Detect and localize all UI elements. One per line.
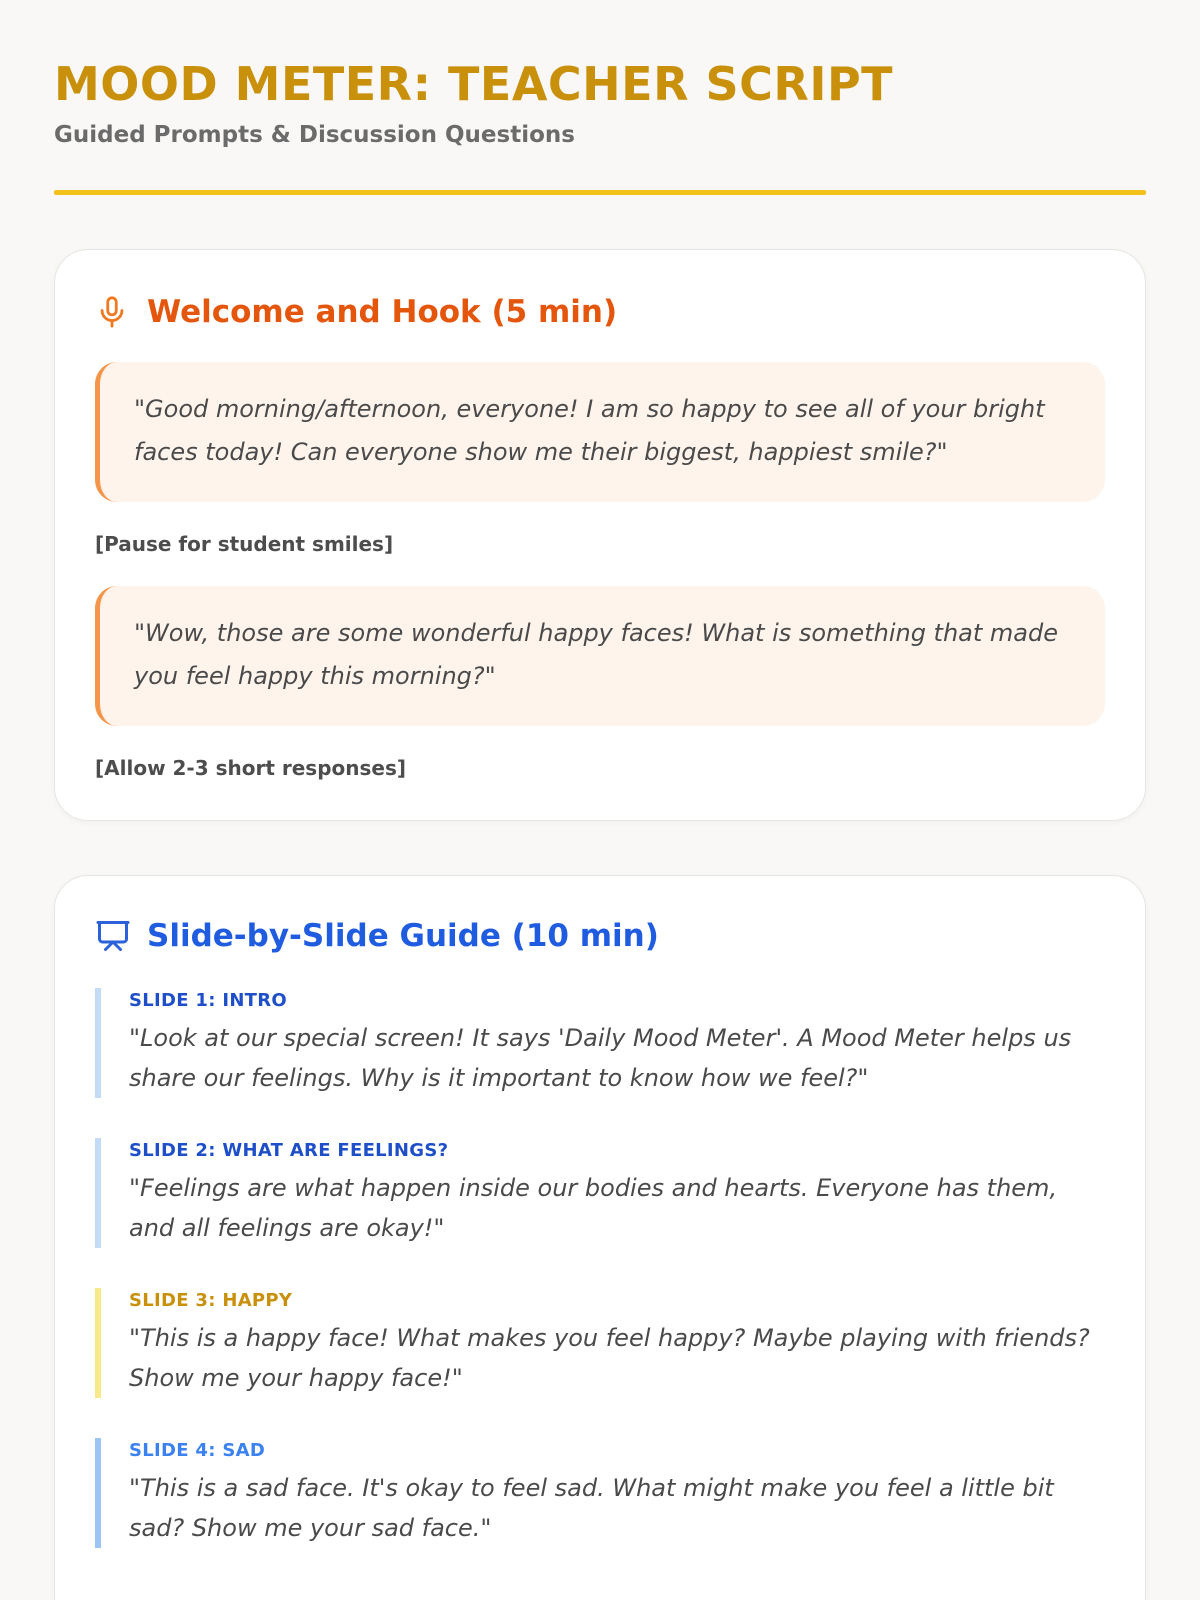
stage-direction: [Pause for student smiles] [95,532,394,556]
welcome-card [54,249,1146,821]
slide-script: "This is a sad face. It's okay to feel sad. What might make you feel a little bit sad? Show me your sad face." [129,1474,1054,1542]
slide-guide-heading: Slide-by-Slide Guide (10 min) [147,918,659,954]
stage-direction: [Allow 2-3 short responses] [95,756,407,780]
slide-item [95,1438,1105,1548]
slide-label: SLIDE 1: INTRO [129,990,288,1011]
slide-list [95,988,1105,1548]
slide-script: "This is a happy face! What makes you feel happy? Maybe playing with friends? Show me your happy face!" [129,1324,1090,1392]
welcome-card-header [95,292,1105,332]
script-quote: "Wow, those are some wonderful happy faces! What is something that made you feel happy this morning?" [95,586,1105,726]
slide-script: "Feelings are what happen inside our bodies and hearts. Everyone has them, and all feelings are okay!" [129,1174,1058,1242]
microphone-icon [95,294,131,330]
slide-guide-card [54,875,1146,1600]
welcome-heading: Welcome and Hook (5 min) [147,294,618,330]
slide-script: "Look at our special screen! It says 'Daily Mood Meter'. A Mood Meter helps us share our feelings. Why is it important to know how we feel?" [129,1024,1072,1092]
slide-guide-header [95,916,1105,956]
slide-label: SLIDE 2: WHAT ARE FEELINGS? [129,1140,449,1161]
slide-item [95,988,1105,1098]
header-divider [54,190,1146,195]
page-subtitle: Guided Prompts & Discussion Questions [54,122,575,148]
slide-item [95,1138,1105,1248]
slide-label: SLIDE 3: HAPPY [129,1290,293,1311]
page-title: MOOD METER: TEACHER SCRIPT [54,57,894,111]
script-quote: "Good morning/afternoon, everyone! I am so happy to see all of your bright faces today! Can everyone show me their biggest, happiest smile?" [95,362,1105,502]
slide-item [95,1288,1105,1398]
slide-label: SLIDE 4: SAD [129,1440,266,1461]
presentation-icon [95,918,131,954]
